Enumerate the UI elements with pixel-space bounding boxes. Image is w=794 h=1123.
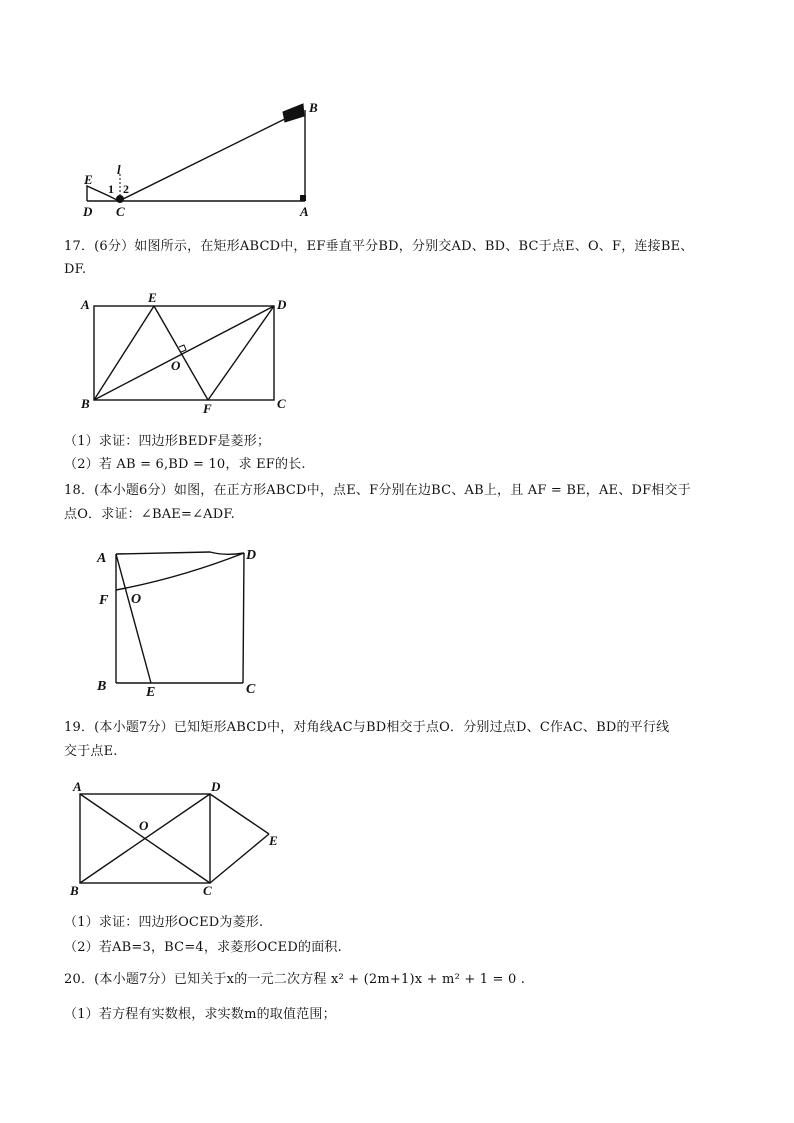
q19-stem-line2: 交于点E. <box>64 744 118 759</box>
q18-fig-label-A: A <box>97 551 107 566</box>
q18-stem-line1: 18．(本小题6分）如图，在正方形ABCD中，点E、F分别在边BC、AB上，且 AF = BE，AE、DF相交于 <box>64 483 691 498</box>
q19-fig-label-A: A <box>73 779 82 794</box>
q17-stem-line2: DF. <box>64 262 87 277</box>
q20-stem-line1: 20．(本小题7分）已知关于x的一元二次方程 x² + (2m+1)x + m² + 1 = 0 . <box>64 972 526 987</box>
q18-fig-label-F: F <box>99 593 109 608</box>
q18-fig-label-B: B <box>97 679 107 694</box>
q19-fig-label-O: O <box>139 818 149 833</box>
q18-fig-label-D: D <box>246 548 257 563</box>
fig16-label-E: E <box>84 172 93 187</box>
figure-shadow-ladder <box>75 92 335 222</box>
fig16-label-C: C <box>116 204 125 219</box>
q17-fig-label-B: B <box>81 396 90 411</box>
fig16-label-2: 2 <box>123 182 129 196</box>
fig16-label-B: B <box>309 100 318 115</box>
fig16-label-A: A <box>300 204 309 219</box>
q17-figure <box>78 290 308 415</box>
q18-figure <box>90 540 270 700</box>
q19-fig-label-B: B <box>70 883 79 898</box>
fig16-label-l: l <box>117 162 121 177</box>
q17-fig-label-D: D <box>277 297 287 312</box>
q20-subquestion-1: （1）若方程有实数根，求实数m的取值范围； <box>64 1007 336 1022</box>
q17-fig-label-F: F <box>203 401 212 415</box>
q19-fig-label-E: E <box>269 833 278 848</box>
q19-fig-label-D: D <box>211 779 221 794</box>
q17-subquestion-2: （2）若 AB = 6,BD = 10，求 EF的长. <box>64 457 306 472</box>
q19-subquestion-2: （2）若AB=3，BC=4，求菱形OCED的面积. <box>64 940 342 955</box>
q19-fig-label-C: C <box>203 883 212 898</box>
q19-subquestion-1: （1）求证：四边形OCED为菱形. <box>64 915 264 930</box>
q18-fig-label-O: O <box>131 592 142 607</box>
q17-fig-label-A: A <box>81 297 90 312</box>
q19-figure <box>66 776 291 900</box>
fig16-label-D: D <box>83 204 93 219</box>
q18-stem-line2: 点O．求证：∠BAE=∠ADF. <box>64 507 235 522</box>
q18-fig-label-C: C <box>246 682 256 697</box>
q17-stem-line1: 17．(6分）如图所示，在矩形ABCD中，EF垂直平分BD，分别交AD、BD、BC于点E、O、F，连接BE、 <box>64 239 694 254</box>
q17-fig-label-C: C <box>277 396 286 411</box>
q17-subquestion-1: （1）求证：四边形BEDF是菱形； <box>64 434 271 449</box>
q17-fig-label-E: E <box>148 290 157 305</box>
fig16-label-1: 1 <box>108 182 114 196</box>
q17-fig-label-O: O <box>171 358 181 373</box>
q18-fig-label-E: E <box>146 685 156 700</box>
q19-stem-line1: 19．(本小题7分）已知矩形ABCD中，对角线AC与BD相交于点O．分别过点D、C作AC、BD的平行线 <box>64 720 670 735</box>
